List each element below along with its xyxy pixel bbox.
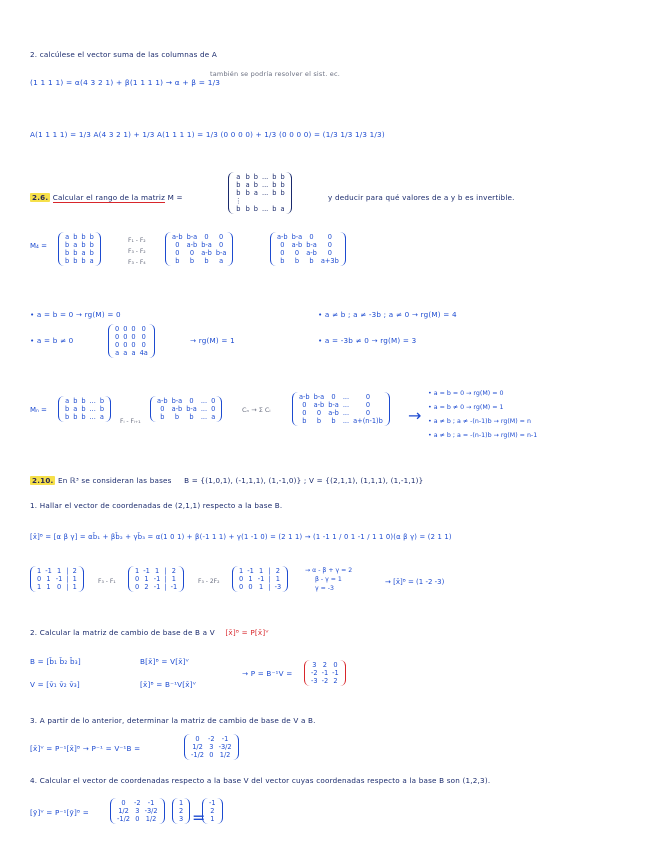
matrix-cell: 0: [131, 341, 136, 349]
matrix-cell: b: [280, 189, 285, 197]
q3-eq: [x̄]ⱽ = P⁻¹[x̄]ᴮ → P⁻¹ = V⁻¹B =: [30, 744, 141, 753]
matrix-cell: b: [272, 181, 277, 189]
matrix-cell: b: [73, 257, 78, 265]
matrix-cell: b-a: [328, 401, 339, 409]
matrix-cell: ⋮: [235, 197, 242, 205]
matrix-cell: |: [268, 567, 271, 575]
matrix-cell: b: [65, 405, 70, 413]
matrix-cell: ...: [342, 401, 350, 409]
matrix-cell: a-b: [328, 409, 339, 417]
matrix-cell: a-b: [157, 397, 168, 405]
matrix-cell: -1: [153, 583, 161, 591]
matrix-cell: b: [253, 205, 258, 213]
m4-label: M₄ =: [30, 242, 47, 250]
matrix-cell: 1: [135, 567, 140, 575]
matrix-cell: [260, 197, 270, 205]
matrix-cell: b-a: [201, 241, 212, 249]
matrix-cell: 0: [115, 325, 120, 333]
matrix-cell: b: [272, 173, 277, 181]
matrix-cell: 1: [37, 567, 42, 575]
matrix-cell: ...: [200, 405, 208, 413]
matrix-cell: 2: [322, 661, 327, 669]
matrix-cell: -1/2: [117, 815, 130, 823]
matrix-cell: -1: [153, 575, 161, 583]
matrix-cell: b-a: [313, 393, 325, 401]
m4c-matrix: [270, 232, 346, 266]
matrix-cell: 2: [72, 567, 77, 575]
arrow-right-icon: →: [408, 406, 422, 425]
q1-result: → [x̄]ᴮ = (1 -2 -3): [385, 578, 445, 586]
matrix-cell: b: [174, 413, 179, 421]
matrix-cell: 1: [46, 583, 51, 591]
matrix-cell: 2: [275, 567, 280, 575]
mn-op: Fᵢ - Fᵢ₊₁: [120, 418, 141, 425]
matrix-cell: a: [73, 241, 78, 249]
matrix-cell: b: [189, 257, 194, 265]
m4b-matrix: [165, 232, 233, 266]
matrix-cell: b: [160, 413, 165, 421]
matrix-cell: a: [65, 397, 70, 405]
q4-eq: [ȳ]ⱽ = P⁻¹[ȳ]ᴮ =: [30, 808, 90, 817]
matrix-cell: 2: [210, 807, 215, 815]
matrix-cell: ...: [342, 417, 350, 425]
matrix-cell: a+(n-1)b: [353, 417, 383, 425]
matrix-cell: b: [73, 233, 78, 241]
case2-matrix: [108, 324, 155, 358]
matrix-cell: 0: [327, 233, 332, 241]
matrix-cell: b: [89, 241, 94, 249]
matrix-cell: 0: [209, 751, 214, 759]
matrix-cell: 0: [189, 397, 194, 405]
matrix-cell: b: [236, 189, 241, 197]
matrix-cell: 0: [135, 815, 140, 823]
matrix-cell: 0: [175, 249, 180, 257]
matrix-cell: -1: [321, 669, 329, 677]
matrix-cell: 0: [37, 575, 42, 583]
matrix-cell: 2: [144, 583, 149, 591]
matrix-cell: b: [73, 397, 78, 405]
matrix-cell: |: [66, 567, 69, 575]
s3-q4: 4. Calcular el vector de coordenadas respecto a la base V del vector cuyas coordenadas respecto a la base B son (1,2,3).: [30, 776, 491, 785]
aug-op1: F₃ - F₁: [98, 578, 116, 585]
s3-number: 2.10.: [32, 476, 54, 485]
matrix-cell: ...: [261, 181, 269, 189]
matrix-cell: 0: [123, 325, 128, 333]
q4-vector: [172, 798, 190, 824]
matrix-cell: 0: [239, 575, 244, 583]
case-2: • a = b ≠ 0: [30, 336, 74, 345]
matrix-cell: a-b: [172, 233, 183, 241]
matrix-cell: 3: [209, 743, 214, 751]
case-1: • a = b = 0 → rg(M) = 0: [30, 310, 121, 319]
matrix-cell: 1: [179, 799, 184, 807]
matrix-cell: 1: [37, 583, 42, 591]
matrix-cell: 0: [248, 583, 253, 591]
matrix-cell: 0: [294, 249, 300, 257]
matrix-cell: 1: [56, 567, 62, 575]
matrix-cell: 0: [123, 333, 128, 341]
matrix-cell: a-b: [171, 405, 183, 413]
matrix-cell: ...: [342, 393, 350, 401]
matrix-cell: b: [302, 417, 307, 425]
s3-q2: 2. Calcular la matriz de cambio de base de B a V [x̄]ᴮ = P[x̄]ⱽ: [30, 628, 269, 637]
matrix-cell: b: [253, 181, 258, 189]
matrix-cell: 0: [56, 583, 62, 591]
matrix-cell: -1: [247, 567, 254, 575]
s1-heading: 2. calcúlese el vector suma de las columnas de A: [30, 50, 218, 59]
matrix-cell: b-a: [215, 249, 227, 257]
matrix-cell: -3: [274, 583, 282, 591]
matrix-cell: a-b: [277, 233, 288, 241]
matrix-cell: b: [175, 257, 180, 265]
matrix-cell: b: [73, 249, 78, 257]
matrix-cell: b: [81, 233, 86, 241]
matrix-cell: [244, 197, 252, 205]
matrix-cell: 0: [131, 325, 136, 333]
matrix-cell: |: [268, 583, 271, 591]
s3-heading: En ℝ³ se consideran las bases: [57, 476, 172, 485]
matrix-cell: -1: [147, 799, 155, 807]
matrix-cell: 0: [327, 249, 332, 257]
q4-result: [202, 798, 223, 824]
mn-results: • a = b = 0 → rg(M) = 0 • a = b ≠ 0 → rg(M) = 1 • a ≠ b ; a ≠ -(n-1)b → rg(M) = n • a ≠ b ; a = -(n-1)b → rg(M) = n-1: [428, 390, 538, 439]
matrix-cell: b: [280, 173, 285, 181]
matrix-cell: 0: [141, 341, 146, 349]
matrix-cell: a: [280, 205, 285, 213]
q2-v-def: V = [v̄₁ v̄₂ v̄₃]: [30, 680, 80, 689]
matrix-cell: b: [81, 241, 86, 249]
matrix-cell: a: [245, 181, 250, 189]
matrix-cell: -3: [311, 677, 318, 685]
matrix-cell: b: [81, 413, 86, 421]
matrix-cell: 1: [275, 575, 280, 583]
matrix-cell: b: [272, 189, 277, 197]
matrix-cell: -2: [311, 669, 318, 677]
matrix-cell: 0: [365, 409, 371, 417]
matrix-cell: 0: [239, 583, 244, 591]
s2-number: 2.6.: [32, 193, 49, 202]
matrix-cell: b: [280, 257, 285, 265]
matrix-cell: b: [81, 397, 86, 405]
mn-matrix: [58, 396, 111, 422]
q2-result: → P = B⁻¹V =: [242, 669, 293, 678]
matrix-cell: b: [189, 413, 194, 421]
matrix-cell: b-a: [291, 233, 303, 241]
matrix-cell: b: [65, 249, 70, 257]
matrix-cell: 0: [131, 333, 136, 341]
case-3: • a ≠ b ; a ≠ -3b ; a ≠ 0 → rg(M) = 4: [318, 310, 457, 319]
q4-matrix: [110, 798, 165, 824]
matrix-cell: 0: [316, 409, 322, 417]
matrix-cell: ...: [261, 189, 269, 197]
matrix-cell: 1: [239, 567, 244, 575]
matrix-cell: |: [164, 583, 167, 591]
matrix-cell: -3/2: [218, 743, 232, 751]
matrix-cell: ...: [261, 205, 269, 213]
m4-matrix: [58, 232, 101, 266]
m4-ops: F₁ - F₂ F₃ - F₂ F₃ - F₄: [128, 237, 146, 266]
matrix-cell: a+3b: [320, 257, 339, 265]
matrix-cell: 0: [121, 799, 126, 807]
matrix-cell: a: [219, 257, 224, 265]
matrix-cell: b: [253, 173, 258, 181]
matrix-cell: 1: [154, 567, 160, 575]
matrix-cell: ...: [261, 173, 269, 181]
matrix-cell: 3: [312, 661, 317, 669]
matrix-cell: 0: [195, 735, 200, 743]
s3-q3: 3. A partir de lo anterior, determinar la matriz de cambio de base de V a B.: [30, 716, 316, 725]
matrix-cell: b: [272, 205, 277, 213]
matrix-cell: b: [245, 205, 250, 213]
matrix-cell: 0: [123, 341, 128, 349]
matrix-cell: a-b: [313, 401, 325, 409]
matrix-cell: 0: [219, 241, 224, 249]
matrix-cell: 0: [302, 409, 307, 417]
matrix-cell: ...: [89, 405, 96, 413]
matrix-cell: |: [268, 575, 271, 583]
s1-note: también se podría resolver el sist. ec.: [210, 70, 341, 78]
aug2: [128, 566, 184, 592]
matrix-cell: a-b: [186, 241, 198, 249]
matrix-cell: |: [66, 583, 69, 591]
matrix-cell: 0: [211, 405, 216, 413]
matrix-cell: a: [131, 349, 136, 357]
matrix-cell: b: [65, 413, 70, 421]
matrix-cell: 0: [135, 575, 140, 583]
s1-eq1: (1 1 1 1) = α(4 3 2 1) + β(1 1 1 1) → α + β = 1/3: [30, 78, 221, 87]
case-4: • a = -3b ≠ 0 → rg(M) = 3: [318, 336, 417, 345]
matrix-cell: 0: [141, 333, 146, 341]
matrix-cell: 0: [302, 401, 307, 409]
matrix-cell: a-b: [306, 249, 317, 257]
s2-matrix-m: [228, 172, 292, 214]
matrix-cell: -1: [332, 669, 339, 677]
q2-b-def: B = [b̄₁ b̄₂ b̄₃]: [30, 657, 81, 666]
matrix-cell: 0: [189, 249, 195, 257]
matrix-cell: b: [73, 413, 78, 421]
matrix-cell: 1: [72, 575, 77, 583]
matrix-cell: [252, 197, 260, 205]
matrix-cell: -1: [257, 575, 265, 583]
matrix-cell: 0: [280, 241, 285, 249]
matrix-cell: 1: [46, 575, 51, 583]
s2-heading: Calcular el rango de la matriz: [52, 193, 166, 202]
matrix-cell: -2: [134, 799, 141, 807]
matrix-cell: -2: [208, 735, 215, 743]
matrix-cell: -2: [321, 677, 329, 685]
q3-matrix: [184, 734, 239, 760]
q2-relation: [x̄]ᴮ = P[x̄]ⱽ: [225, 628, 269, 637]
matrix-cell: b: [99, 397, 105, 405]
matrix-cell: b: [245, 189, 250, 197]
matrix-cell: b: [236, 205, 241, 213]
matrix-cell: b-a: [186, 405, 197, 413]
matrix-cell: b: [81, 405, 86, 413]
matrix-cell: 1: [210, 815, 215, 823]
matrix-cell: 2: [333, 677, 338, 685]
s2-heading-line: [30, 193, 183, 202]
matrix-cell: ...: [342, 409, 350, 417]
matrix-cell: a: [123, 349, 128, 357]
matrix-cell: a: [115, 349, 120, 357]
matrix-cell: 0: [135, 583, 140, 591]
matrix-cell: 1: [258, 567, 264, 575]
matrix-cell: a: [211, 413, 216, 421]
matrix-cell: b: [65, 241, 70, 249]
matrix-cell: b: [280, 181, 285, 189]
matrix-cell: b-a: [171, 397, 183, 405]
s3-q1: 1. Hallar el vector de coordenadas de (2,1,1) respecto a la base B.: [30, 501, 283, 510]
s1-eq2: A(1 1 1 1) = 1/3 A(4 3 2 1) + 1/3 A(1 1 1 1) = 1/3 (0 0 0 0) + 1/3 (0 0 0 0) = (1/3 1/3 1/3 1/3): [30, 130, 385, 139]
matrix-cell: 1: [248, 575, 253, 583]
matrix-cell: 1: [144, 575, 149, 583]
matrix-cell: 0: [141, 325, 146, 333]
matrix-cell: -1: [221, 735, 229, 743]
matrix-cell: 0: [333, 661, 338, 669]
matrix-cell: -3/2: [144, 807, 158, 815]
q2-m1: B[x̄]ᴮ = V[x̄]ⱽ: [140, 657, 189, 666]
matrix-cell: ...: [200, 413, 208, 421]
matrix-cell: [278, 197, 286, 205]
matrix-cell: -1/2: [191, 751, 204, 759]
mn2-matrix: [150, 396, 222, 422]
matrix-cell: 1/2: [192, 743, 203, 751]
matrix-cell: 3: [179, 815, 184, 823]
matrix-cell: b: [316, 417, 321, 425]
matrix-cell: -1: [209, 799, 216, 807]
q1-system: → α - β + γ = 2 β - γ = 1 γ = -3: [305, 567, 353, 592]
matrix-cell: 0: [327, 241, 332, 249]
matrix-cell: |: [164, 567, 167, 575]
matrix-cell: 2: [171, 567, 176, 575]
matrix-cell: a: [65, 233, 70, 241]
aug3: [232, 566, 288, 592]
s3-bases: B = {(1,0,1), (-1,1,1), (1,-1,0)} ; V = {(2,1,1), (1,1,1), (1,-1,1)}: [184, 476, 424, 485]
s2-tail: y deducir para qué valores de a y b es invertible.: [328, 193, 515, 202]
matrix-cell: 2: [179, 807, 184, 815]
q2-m2: [x̄]ᴮ = B⁻¹V[x̄]ⱽ: [140, 680, 197, 689]
matrix-cell: 0: [219, 233, 224, 241]
matrix-cell: b: [81, 257, 86, 265]
matrix-cell: 0: [309, 233, 314, 241]
matrix-cell: -1: [170, 583, 178, 591]
matrix-cell: 0: [365, 401, 371, 409]
matrix-cell: 0: [365, 393, 371, 401]
matrix-cell: 0: [204, 233, 209, 241]
aug1: [30, 566, 84, 592]
matrix-cell: 1/2: [145, 815, 157, 823]
matrix-cell: a: [253, 189, 258, 197]
mn3-matrix: [292, 392, 390, 426]
matrix-cell: b: [245, 173, 250, 181]
s2-mat-label: M =: [167, 193, 183, 202]
matrix-cell: 1: [258, 583, 264, 591]
matrix-cell: |: [164, 575, 167, 583]
matrix-cell: b: [294, 257, 299, 265]
equals-icon: =: [192, 808, 206, 827]
matrix-cell: -1: [45, 567, 52, 575]
matrix-cell: 1/2: [219, 751, 231, 759]
aug-op2: F₃ - 2F₂: [198, 578, 220, 585]
matrix-cell: a-b: [201, 249, 212, 257]
matrix-cell: a: [99, 413, 104, 421]
matrix-cell: b: [65, 257, 70, 265]
matrix-cell: b: [99, 405, 105, 413]
matrix-cell: b: [89, 249, 94, 257]
matrix-cell: b: [331, 417, 336, 425]
matrix-cell: 0: [211, 397, 216, 405]
matrix-cell: 3: [135, 807, 140, 815]
matrix-cell: a-b: [299, 393, 310, 401]
matrix-cell: 1: [72, 583, 77, 591]
matrix-cell: a: [89, 257, 94, 265]
matrix-cell: 0: [115, 341, 120, 349]
s3-q1-eq: [x̄]ᴮ = [α β γ] = αb̄₁ + βb̄₂ + γb̄₃ = α(1 0 1) + β(-1 1 1) + γ(1 -1 0) = (2 1 1) → (1 -1 1 / 0 1 -1 / 1 1 0)(α β γ) = (2 1 1): [30, 533, 452, 541]
matrix-cell: -1: [55, 575, 63, 583]
matrix-cell: b: [204, 257, 209, 265]
matrix-cell: a-b: [291, 241, 303, 249]
mn-label: Mₙ =: [30, 406, 47, 414]
matrix-cell: [270, 197, 278, 205]
mn-op3: Cₙ → Σ Cᵢ: [242, 406, 271, 414]
matrix-cell: 4a: [139, 349, 148, 357]
matrix-cell: b: [309, 257, 314, 265]
matrix-cell: 0: [280, 249, 285, 257]
matrix-cell: ...: [89, 413, 96, 421]
q2-p-matrix: [304, 660, 346, 686]
matrix-cell: a: [73, 405, 78, 413]
matrix-cell: 0: [331, 393, 336, 401]
matrix-cell: a: [236, 173, 241, 181]
matrix-cell: b: [236, 181, 241, 189]
matrix-cell: 0: [175, 241, 180, 249]
matrix-cell: 0: [160, 405, 165, 413]
matrix-cell: -1: [143, 567, 150, 575]
case2-result: → rg(M) = 1: [190, 336, 235, 345]
matrix-cell: 0: [115, 333, 120, 341]
matrix-cell: 1/2: [118, 807, 129, 815]
matrix-cell: ...: [89, 397, 96, 405]
matrix-cell: a: [81, 249, 86, 257]
matrix-cell: b: [89, 233, 94, 241]
matrix-cell: |: [66, 575, 69, 583]
matrix-cell: b-a: [186, 233, 198, 241]
matrix-cell: ...: [200, 397, 208, 405]
matrix-cell: b-a: [306, 241, 317, 249]
matrix-cell: 1: [171, 575, 176, 583]
s3-heading-line: [30, 476, 423, 485]
